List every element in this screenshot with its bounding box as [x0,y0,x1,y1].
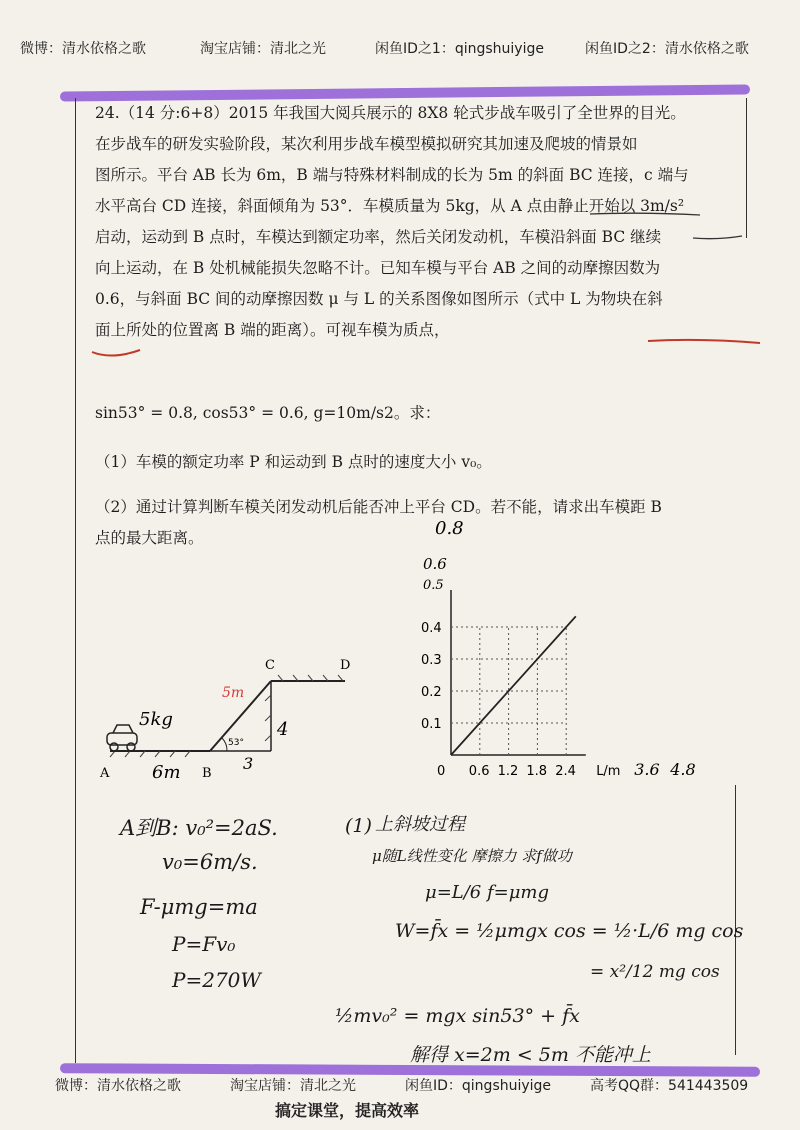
hand-note: 0.5 [423,578,444,593]
header-xianyu2: 闲鱼ID之2：清水依格之歌 [585,41,749,57]
header-weibo: 微博：清水依格之歌 [20,41,146,57]
x-tick-label: 0.6 [468,764,490,779]
mu-series-line [451,616,576,755]
hand-note: 4.8 [670,760,696,779]
hand-line: P=270W [172,968,261,992]
x-tick-label: 1.2 [497,764,519,779]
hand-line: v₀=6m/s. [162,850,258,874]
hand-car-note: 5kg [139,709,173,730]
hand-line: W=f̄x = ½μmgx cos = ½·L/6 mg cos [395,920,744,942]
y-tick-label: 0.2 [421,685,442,700]
hand-line: (1) [345,815,372,837]
y-tick-label: 0.4 [421,621,442,636]
car-model [107,725,137,751]
question-part-2a: （2）通过计算判断车模关闭发动机后能否冲上平台 CD。若不能，请求出车模距 B [95,498,662,516]
hand-note: 3.6 [634,760,660,779]
question-line: 图所示。平台 AB 长为 6m，B 端与特殊材料制成的长为 5m 的斜面 BC 连接，c 端与 [95,166,689,184]
hand-3: 3 [243,754,254,773]
y-tick-label: 0.1 [421,717,442,732]
hand-line: μ=L/6 f=μmg [425,882,550,903]
header-xianyu1: 闲鱼ID之1：qingshuiyige [375,41,544,57]
hand-5m: 5m [222,685,245,701]
question-line: 0.6，与斜面 BC 间的动摩擦因数 μ 与 L 的关系图像如图所示（式中 L 为物块在斜 [95,290,663,308]
footer-taobao: 淘宝店铺：清北之光 [230,1078,356,1094]
x-tick-label: 1.8 [526,764,548,779]
hand-line: = x²/12 mg cos [590,962,720,982]
angle-arc [222,738,227,751]
label-a: A [100,766,110,781]
hand-line: 上斜坡过程 [375,814,465,835]
question-part-1: （1）车模的额定功率 P 和运动到 B 点时的速度大小 v₀。 [95,453,492,471]
question-line: 向上运动，在 B 处机械能损失忽略不计。已知车模与平台 AB 之间的动摩擦因数为 [95,259,661,277]
mu-l-chart [405,510,765,800]
hand-4: 4 [277,719,289,740]
hand-note: 0.6 [423,555,447,573]
question-part-2b: 点的最大距离。 [95,529,204,547]
y-tick-label: 0.3 [421,653,442,668]
question-line: 24.（14 分:6+8）2015 年我国大阅兵展示的 8X8 轮式步战车吸引了全世界的目光。 [95,104,686,122]
question-line: 启动，运动到 B 点时，车模达到额定功率，然后关闭发动机，车模沿斜面 BC 继续 [95,228,662,246]
hand-note: 0.8 [435,518,464,539]
red-underline [648,340,760,343]
pencil-underline [693,236,742,239]
hand-line: P=Fv₀ [172,932,236,956]
question-line: 面上所处的位置离 B 端的距离）。可视车模为质点， [95,321,450,339]
hand-line: 解得 x=2m < 5m 不能冲上 [410,1044,651,1066]
hand-line: A到B: v₀²=2aS. [120,816,278,840]
x-tick-label: 2.4 [555,764,576,779]
question-line: 在步战车的研发实验阶段，某次利用步战车模型模拟研究其加速及爬坡的情景如 [95,135,638,153]
pencil-underline [590,213,700,215]
hand-line: ½mv₀² = mgx sin53° + f̄x [335,1005,580,1027]
origin-label: 0 [437,764,446,779]
angle-label: 53° [228,738,244,748]
footer-weibo: 微博：清水依格之歌 [55,1078,181,1094]
header-taobao: 淘宝店铺：清北之光 [200,41,326,57]
label-d: D [340,658,351,673]
footer-qq: 高考QQ群：541443509 [590,1078,749,1094]
given-values: sin53° = 0.8, cos53° = 0.6, g=10m/s2。求： [95,404,441,422]
label-b: B [202,766,212,781]
incline-diagram [95,645,365,785]
hand-line: F-μmg=ma [140,895,258,919]
x-axis-label: L/m [596,764,621,779]
red-underline [92,350,140,356]
footer-slogan: 搞定课堂，提高效率 [275,1101,420,1120]
hand-6m: 6m [152,762,181,783]
question-line: 水平高台 CD 连接，斜面倾角为 53°．车模质量为 5kg，从 A 点由静止开始以 3m/s² [95,197,685,215]
hand-line: μ随L线性变化 摩擦力 求f做功 [372,847,572,865]
footer-xianyu: 闲鱼ID：qingshuiyige [405,1078,552,1094]
label-c: C [265,658,275,673]
